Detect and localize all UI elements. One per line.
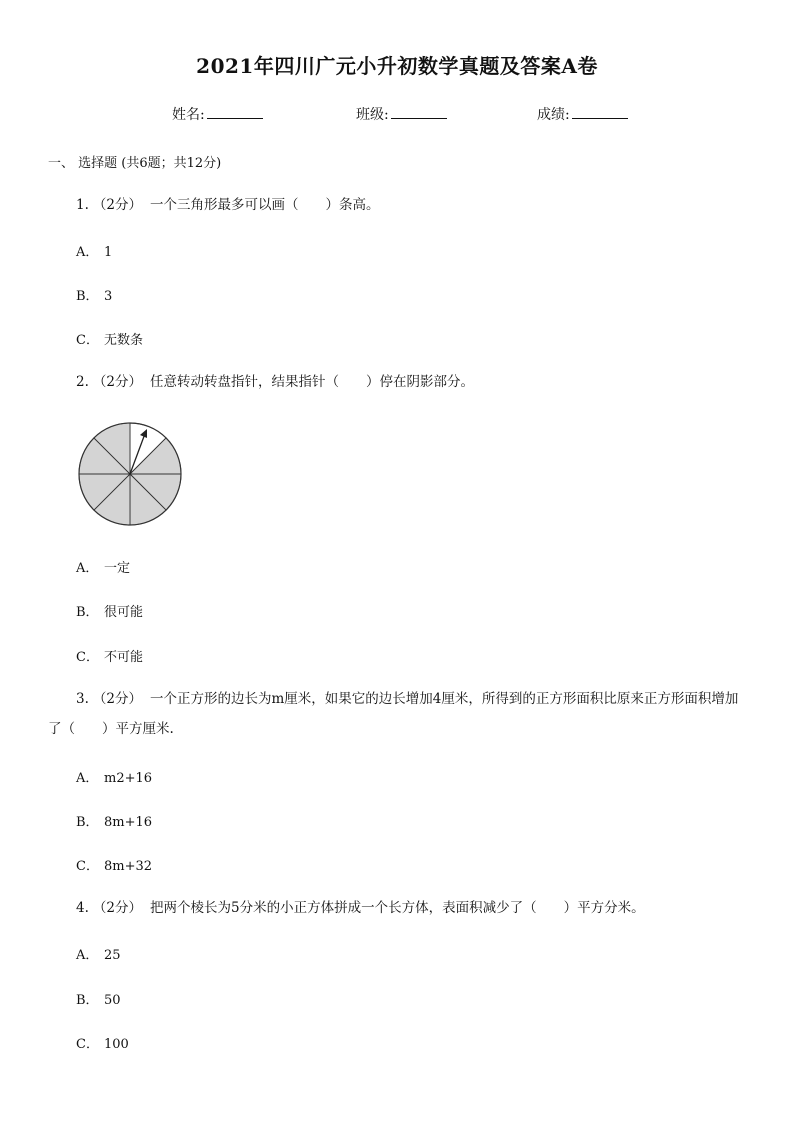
option-letter: C． — [76, 333, 99, 348]
option-letter: B． — [76, 815, 99, 830]
class-blank[interactable] — [391, 105, 447, 119]
option-text: 无数条 — [104, 333, 144, 348]
option-letter: C． — [76, 650, 99, 665]
spinner-figure — [77, 421, 183, 527]
option-text: 8m+16 — [104, 815, 153, 830]
option-text: 很可能 — [104, 605, 144, 620]
option-letter: B． — [76, 605, 99, 620]
question-score: （2分） — [92, 900, 142, 916]
question-1-option-a[interactable] — [76, 241, 112, 260]
option-text: 不可能 — [104, 650, 144, 665]
section-header: 一、 选择题 (共6题；共12分) — [48, 156, 222, 171]
option-letter: A． — [76, 771, 99, 786]
question-2-option-c[interactable] — [76, 646, 143, 665]
question-score: （2分） — [92, 691, 142, 707]
question-number: 4. — [76, 900, 89, 916]
question-1-option-b[interactable] — [76, 285, 112, 304]
name-field — [172, 104, 263, 124]
question-4 — [76, 893, 748, 923]
option-text: 50 — [104, 993, 121, 1008]
question-text: 一个三角形最多可以画（ ）条高。 — [149, 197, 380, 213]
question-number: 3. — [76, 691, 89, 707]
question-score: （2分） — [92, 374, 142, 390]
question-number: 2. — [76, 374, 89, 390]
question-3-option-c[interactable] — [76, 855, 152, 874]
question-1-option-c[interactable] — [76, 329, 143, 348]
score-label: 成绩: — [537, 107, 570, 123]
question-2-option-b[interactable] — [76, 601, 143, 620]
question-text: 任意转动转盘指针，结果指针（ ）停在阴影部分。 — [149, 374, 474, 390]
option-letter: C． — [76, 1037, 99, 1052]
class-field — [356, 104, 447, 124]
question-4-option-b[interactable] — [76, 989, 121, 1008]
question-3-option-a[interactable] — [76, 767, 152, 786]
question-1 — [76, 190, 748, 220]
question-4-option-c[interactable] — [76, 1033, 129, 1052]
option-letter: A． — [76, 245, 99, 260]
option-letter: B． — [76, 289, 99, 304]
name-blank[interactable] — [207, 105, 263, 119]
option-letter: A． — [76, 948, 99, 963]
question-2-option-a[interactable] — [76, 557, 130, 576]
option-letter: A． — [76, 561, 99, 576]
option-text: m2+16 — [104, 771, 153, 786]
question-number: 1. — [76, 197, 89, 213]
option-text: 8m+32 — [104, 859, 153, 874]
question-3-option-b[interactable] — [76, 811, 152, 830]
option-text: 100 — [104, 1037, 129, 1052]
question-text: 把两个棱长为5分米的小正方体拼成一个长方体，表面积减少了（ ）平方分米。 — [149, 900, 645, 916]
score-blank[interactable] — [572, 105, 628, 119]
class-label: 班级: — [356, 107, 389, 123]
page-title: 2021年四川广元小升初数学真题及答案A卷 — [196, 54, 598, 78]
option-text: 一定 — [104, 561, 131, 576]
question-2 — [76, 367, 748, 397]
question-4-option-a[interactable] — [76, 944, 121, 963]
option-letter: C． — [76, 859, 99, 874]
name-label: 姓名: — [172, 107, 205, 123]
question-3 — [48, 684, 748, 744]
question-score: （2分） — [92, 197, 142, 213]
option-text: 25 — [104, 948, 121, 963]
option-text: 3 — [104, 289, 113, 304]
option-letter: B． — [76, 993, 99, 1008]
option-text: 1 — [104, 245, 113, 260]
score-field — [537, 104, 628, 124]
question-text: 一个正方形的边长为m厘米，如果它的边长增加4厘米，所得到的正方形面积比原来正方形面积增加了（ ）平方厘米. — [48, 691, 739, 737]
